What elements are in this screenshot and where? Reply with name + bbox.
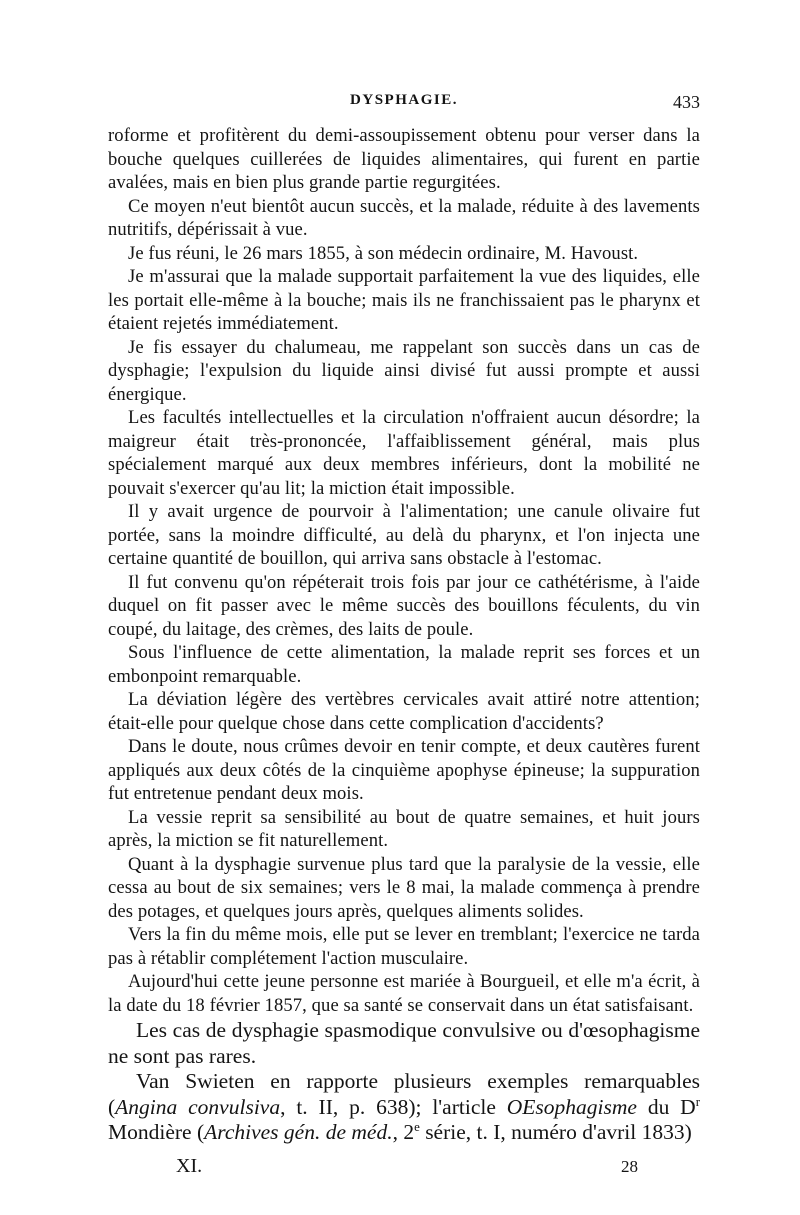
paragraph: Je fus réuni, le 26 mars 1855, à son médecin ordinaire, M. Havoust. [128,242,639,264]
paragraph: Les facultés intellectuelles et la circulation n'offraient aucun désordre; la maigreur était très-prononcée, l'affaiblissement général, mais plus spécialement marqué aux deux membres inférieurs, dont la mobilité ne pouvait s'exercer qu'au lit; la miction était impossible. [108,407,700,499]
paragraph: Sous l'influence de cette alimentation, la malade reprit ses forces et un embonpoint remarquable. [108,642,700,687]
citation-text: Van Swieten en rapporte plusieurs exemples remarquables ( [108,1069,700,1119]
body-text [108,124,700,1017]
signature-mark: XI. [176,1155,203,1177]
paragraph: Il y avait urgence de pourvoir à l'alimentation; une canule olivaire fut portée, sans la moindre difficulté, au delà du pharynx, et l'on injecta une certaine quantité de bouillon, qui arriva sans obstacle à l'estomac. [108,501,700,569]
citation-italic: Archives gén. de méd. [204,1120,393,1144]
citation-superscript: e [414,1119,420,1134]
large-paragraph: Les cas de dysphagie spasmodique convulsive ou d'œsophagisme ne sont pas rares. [108,1018,700,1068]
citation-italic: Angina convulsiva [115,1094,281,1119]
citation-text: Mondière ( [108,1120,205,1144]
paragraph: Je m'assurai que la malade supportait parfaitement la vue des liquides, elle les portait elle-même à la bouche; mais ils ne franchissaient pas le pharynx et étaient rejetés immédiatement. [108,266,700,334]
signature-number: 28 [621,1157,638,1176]
running-title: DYSPHAGIE. [350,92,458,108]
paragraph: Il fut convenu qu'on répéterait trois fois par jour ce cathétérisme, à l'aide duquel on fit passer avec le même succès des bouillons féculents, du vin coupé, du laitage, des crèmes, des laits de poule. [108,571,700,640]
citation-text: , 2 [392,1120,415,1144]
large-text-section [108,1018,700,1146]
citation-superscript: r [695,1094,701,1109]
citation-italic: OEsophagisme [506,1094,637,1119]
paragraph: Je fis essayer du chalumeau, me rappelant son succès dans un cas de dysphagie; l'expulsion du liquide ainsi divisé fut aussi prompte et aussi énergique. [108,336,700,405]
citation-text: , t. II, p. 638); l'article [280,1094,507,1119]
paragraph: Vers la fin du même mois, elle put se lever en tremblant; l'exercice ne tarda pas à rétablir complétement l'action musculaire. [108,924,700,969]
citation-text: série, t. I, numéro d'avril 1833) [419,1120,692,1144]
page-header [108,92,700,116]
page-footer [128,1155,638,1181]
large-paragraph-citation [108,1069,700,1146]
paragraph: La déviation légère des vertèbres cervicales avait attiré notre attention; était-elle pour quelque chose dans cette complication d'accidents? [108,689,700,734]
paragraph: roforme et profitèrent du demi-assoupissement obtenu pour verser dans la bouche quelques cuillerées de liquides alimentaires, qui furent en partie avalées, mais en bien plus grande partie regurgitées. [108,125,700,193]
paragraph: Quant à la dysphagie survenue plus tard que la paralysie de la vessie, elle cessa au bout de six semaines; vers le 8 mai, la malade commença à prendre des potages, et quelques jours après, quelques aliments solides. [108,853,700,922]
paragraph: La vessie reprit sa sensibilité au bout de quatre semaines, et huit jours après, la miction se fit naturellement. [108,806,700,851]
paragraph: Dans le doute, nous crûmes devoir en tenir compte, et deux cautères furent appliqués aux deux côtés de la cinquième apophyse épineuse; la suppuration fut entretenue pendant deux mois. [108,736,700,804]
page-number: 433 [673,92,700,112]
citation-text: du D [636,1094,696,1119]
paragraph: Aujourd'hui cette jeune personne est mariée à Bourgueil, et elle m'a écrit, à la date du 18 février 1857, que sa santé se conservait dans un état satisfaisant. [108,971,700,1016]
paragraph: Ce moyen n'eut bientôt aucun succès, et la malade, réduite à des lavements nutritifs, dépérissait à vue. [108,195,700,240]
